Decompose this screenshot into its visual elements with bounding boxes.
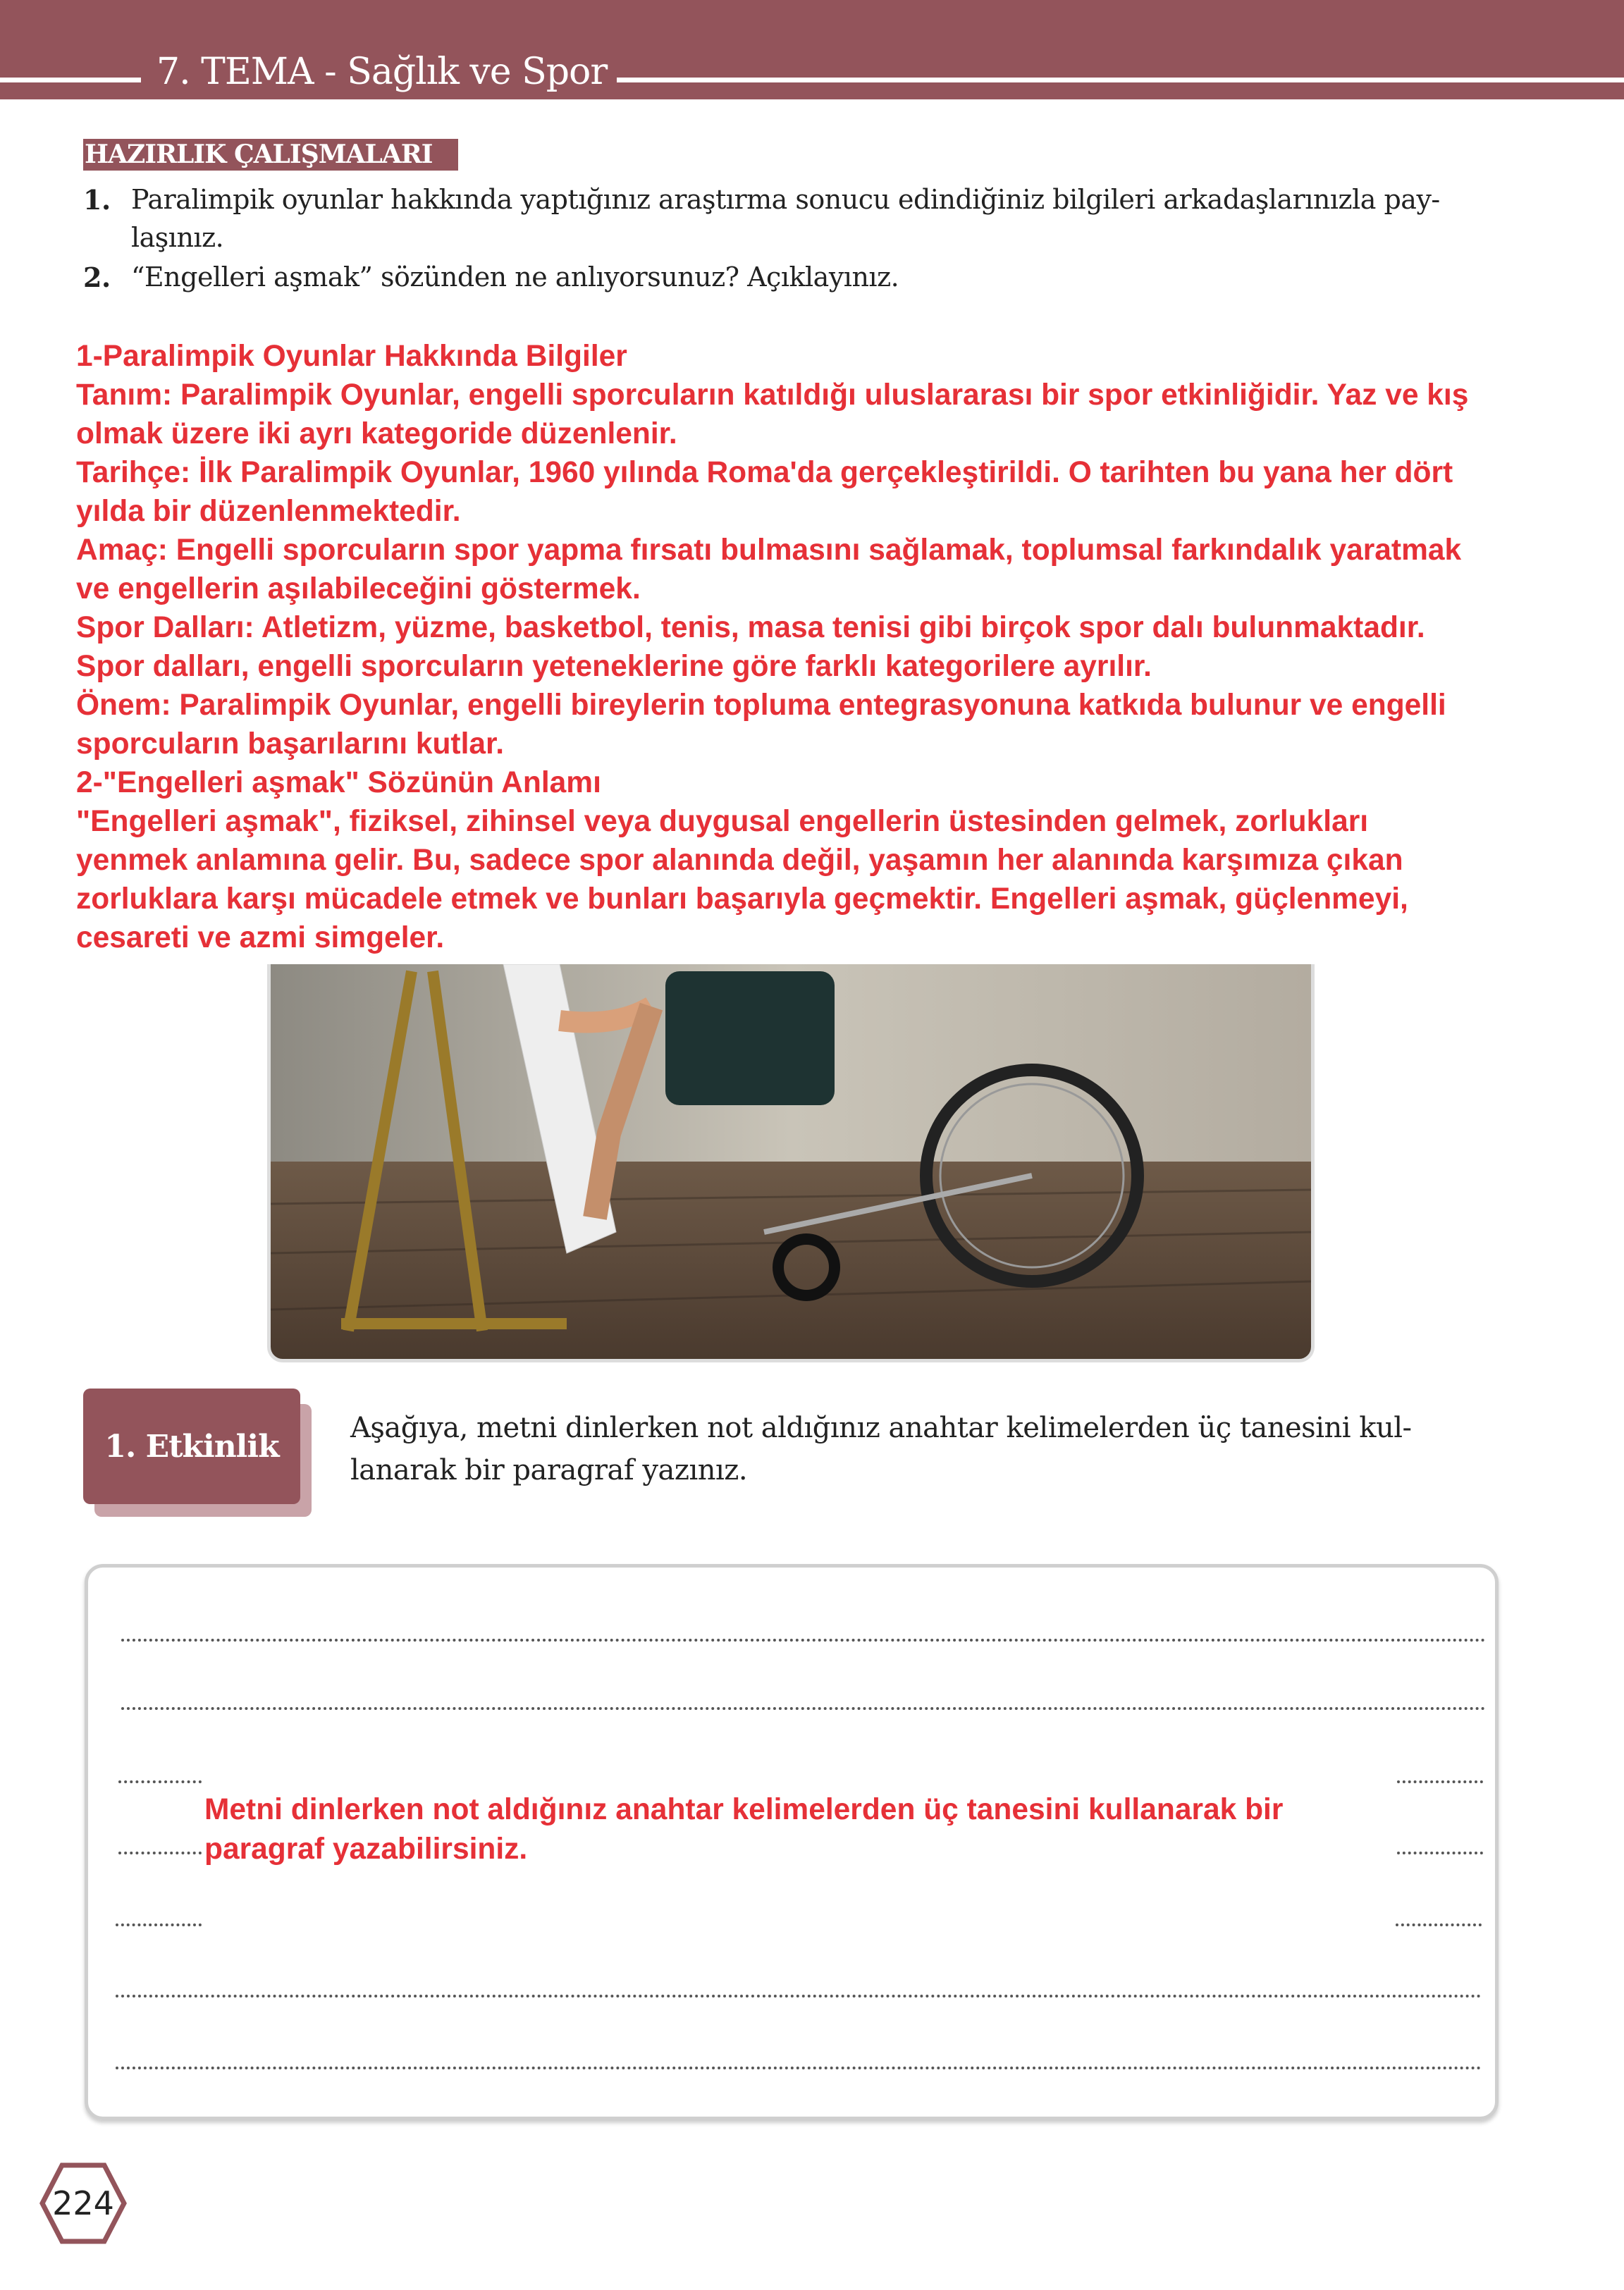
photo-illustration xyxy=(271,964,1311,1359)
answer-line: Amaç: Engelli sporcuların spor yapma fırsatı bulmasını sağlamak, toplumsal farkındalık yaratmak xyxy=(76,534,1462,567)
activity-instruction xyxy=(350,1407,1506,1491)
header-rule-left xyxy=(0,78,141,82)
answer-line: Tanım: Paralimpik Oyunlar, engelli sporcuların katıldığı uluslararası bir spor etkinliğidir. Yaz ve kış xyxy=(76,378,1469,412)
writing-line xyxy=(121,1639,1486,1642)
question-number: 1. xyxy=(83,184,111,216)
instruction-line: Aşağıya, metni dinlerken not aldığınız anahtar kelimelerden üç tanesini kul- xyxy=(350,1412,1412,1444)
writing-line xyxy=(118,1780,202,1783)
answer-line: yenmek anlamına gelir. Bu, sadece spor alanında değil, yaşamın her alanında karşımıza çıkan xyxy=(76,844,1403,877)
answer-text xyxy=(76,337,1599,957)
answer-line: Tarihçe: İlk Paralimpik Oyunlar, 1960 yılında Roma'da gerçekleştirildi. O tarihten bu yana her dört xyxy=(76,456,1453,489)
question-number: 2. xyxy=(83,261,111,293)
answer-line: yılda bir düzenlenmektedir. xyxy=(76,495,461,528)
answer-line: 2-"Engelleri aşmak" Sözünün Anlamı xyxy=(76,766,601,799)
answer-line: Metni dinlerken not aldığınız anahtar kelimelerden üç tanesini kullanarak bir xyxy=(204,1793,1284,1826)
question-text: “Engelleri aşmak” sözünden ne anlıyorsunuz? Açıklayınız. xyxy=(131,261,899,293)
question-text: Paralimpik oyunlar hakkında yaptığınız araştırma sonucu edindiğiniz bilgileri arkadaşlarınızla pay- xyxy=(131,184,1440,215)
writing-line xyxy=(116,1995,1482,1997)
answer-line: Spor dalları, engelli sporcuların yeteneklerine göre farklı kategorilere ayrılır. xyxy=(76,650,1152,683)
answer-line: 1-Paralimpik Oyunlar Hakkında Bilgiler xyxy=(76,340,627,373)
writing-line xyxy=(1397,1780,1483,1783)
header-rule-right xyxy=(578,78,1624,82)
activity-badge: 1. Etkinlik xyxy=(83,1389,300,1504)
answer-line: sporcuların başarılarını kutlar. xyxy=(76,727,505,761)
answer-line: Spor Dalları: Atletizm, yüzme, basketbol, tenis, masa tenisi gibi birçok spor dalı bulunmaktadır. xyxy=(76,611,1425,644)
answer-line: zorluklara karşı mücadele etmek ve bunları başarıyla geçmektir. Engelleri aşmak, güçlenmeyi, xyxy=(76,882,1408,916)
section-heading: HAZIRLIK ÇALIŞMALARI xyxy=(83,139,458,171)
writing-line xyxy=(116,2067,1482,2069)
answer-box-text xyxy=(204,1790,1283,1869)
writing-line xyxy=(118,1852,202,1854)
question-1-cont xyxy=(0,218,1624,261)
writing-line xyxy=(1396,1923,1482,1926)
question-2 xyxy=(0,258,1624,300)
answer-line: "Engelleri aşmak", fiziksel, zihinsel veya duygusal engellerin üstesinden gelmek, zorlukları xyxy=(76,805,1369,838)
wheelchair-painter-photo xyxy=(267,964,1315,1362)
answer-line: ve engellerin aşılabileceğini göstermek. xyxy=(76,572,641,605)
writing-line xyxy=(121,1707,1486,1710)
page-number: 224 xyxy=(52,2184,114,2222)
answer-line: paragraf yazabilirsiniz. xyxy=(204,1833,528,1866)
answer-line: olmak üzere iki ayrı kategoride düzenlenir. xyxy=(76,417,677,450)
question-1 xyxy=(0,180,1624,223)
answer-line: Önem: Paralimpik Oyunlar, engelli bireylerin topluma entegrasyonuna katkıda bulunur ve engelli xyxy=(76,689,1446,722)
writing-line xyxy=(1397,1852,1483,1854)
instruction-line: lanarak bir paragraf yazınız. xyxy=(350,1454,748,1486)
question-text: laşınız. xyxy=(131,222,224,253)
writing-line xyxy=(116,1923,202,1926)
chapter-title: 7. TEMA - Sağlık ve Spor xyxy=(147,51,617,93)
answer-line: cesareti ve azmi simgeler. xyxy=(76,921,445,954)
